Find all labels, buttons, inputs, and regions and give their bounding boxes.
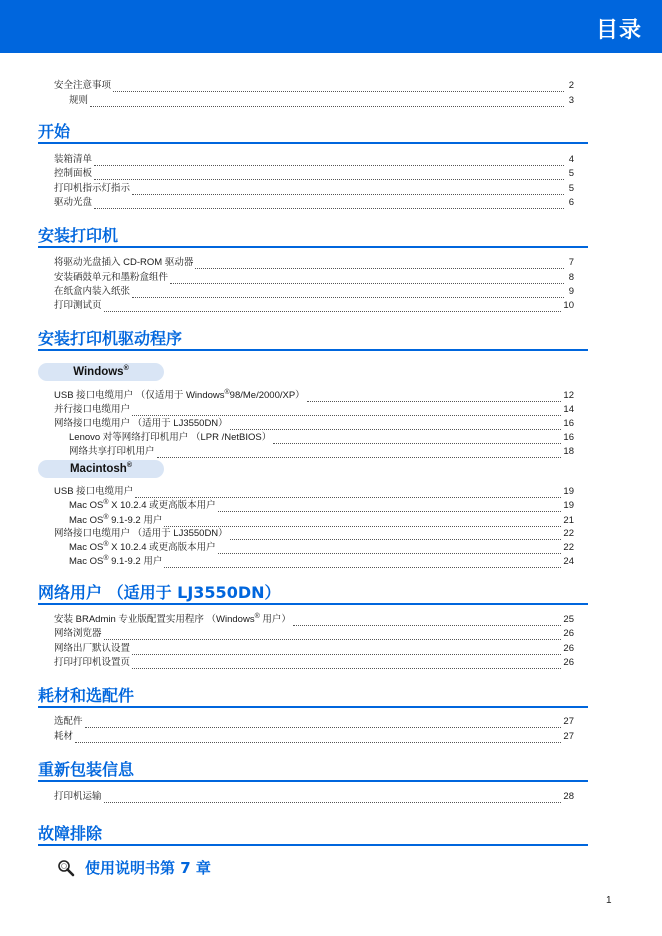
toc-page: 5 bbox=[568, 168, 574, 179]
toc-label: 驱动光盘 bbox=[54, 197, 93, 208]
leader-dots bbox=[135, 488, 561, 498]
toc-label: 网络接口电缆用户 （适用于 LJ3550DN） bbox=[54, 528, 228, 539]
toc-entry[interactable] bbox=[54, 286, 574, 298]
header-bar bbox=[0, 0, 662, 53]
toc-page: 22 bbox=[563, 542, 574, 553]
leader-dots bbox=[218, 502, 562, 512]
toc-label: 耗材 bbox=[54, 731, 74, 742]
section-heading-supplies: 耗材和选配件 bbox=[38, 686, 588, 708]
toc-label: 控制面板 bbox=[54, 168, 93, 179]
page-title: 目录 bbox=[595, 18, 642, 43]
section-heading-install: 安装打印机 bbox=[38, 226, 588, 248]
toc-entry[interactable] bbox=[69, 95, 574, 107]
toc-entry[interactable] bbox=[54, 390, 574, 402]
toc-page: 21 bbox=[563, 515, 574, 526]
toc-entry[interactable] bbox=[54, 791, 574, 803]
toc-label: 打印机运输 bbox=[54, 791, 102, 802]
toc-label: 在纸盒内装入纸张 bbox=[54, 286, 131, 297]
leader-dots bbox=[90, 97, 564, 107]
registered-mark: ® bbox=[103, 498, 109, 506]
toc-label: USB 接口电缆用户 bbox=[54, 486, 134, 497]
leader-dots bbox=[218, 544, 562, 554]
leader-dots bbox=[132, 659, 561, 669]
leader-dots bbox=[104, 302, 562, 312]
toc-label: 网络出厂默认设置 bbox=[54, 643, 131, 654]
toc-entry[interactable] bbox=[54, 418, 574, 430]
magnifier-icon bbox=[57, 859, 75, 877]
leader-dots bbox=[104, 793, 562, 803]
toc-label bbox=[69, 556, 162, 568]
toc-entry[interactable] bbox=[54, 614, 574, 626]
leader-dots bbox=[132, 185, 564, 195]
leader-dots bbox=[170, 274, 564, 284]
toc-entry[interactable] bbox=[54, 168, 574, 180]
toc-entry[interactable] bbox=[54, 657, 574, 669]
leader-dots bbox=[230, 420, 562, 430]
section-heading-driver: 安装打印机驱动程序 bbox=[38, 329, 588, 351]
registered-mark: ® bbox=[103, 513, 109, 521]
toc-entry[interactable] bbox=[54, 80, 574, 92]
leader-dots bbox=[132, 406, 561, 416]
leader-dots bbox=[157, 448, 562, 458]
toc-page: 25 bbox=[563, 614, 574, 625]
toc-page: 16 bbox=[563, 418, 574, 429]
toc-label bbox=[54, 614, 291, 626]
toc-label-part: Mac OS bbox=[69, 542, 104, 553]
toc-entry[interactable] bbox=[54, 257, 574, 269]
toc-page: 22 bbox=[563, 528, 574, 539]
toc-page: 2 bbox=[568, 80, 574, 91]
toc-page: 12 bbox=[563, 390, 574, 401]
toc-entry[interactable] bbox=[54, 183, 574, 195]
toc-entry[interactable] bbox=[54, 716, 574, 728]
toc-page: 6 bbox=[568, 197, 574, 208]
windows-label: Windows bbox=[73, 366, 124, 378]
toc-label-part: 9.1-9.2 用户 bbox=[108, 515, 163, 526]
leader-dots bbox=[273, 434, 561, 444]
section-heading-network: 网络用户 （适用于 LJ3550DN） bbox=[38, 583, 588, 605]
toc-label: 网络接口电缆用户 （适用于 LJ3550DN） bbox=[54, 418, 228, 429]
registered-mark: ® bbox=[123, 365, 129, 373]
toc-page: 10 bbox=[563, 300, 574, 311]
toc-label bbox=[54, 390, 305, 402]
toc-page: 27 bbox=[563, 731, 574, 742]
toc-label bbox=[69, 515, 162, 527]
leader-dots bbox=[293, 616, 562, 626]
toc-entry[interactable] bbox=[54, 197, 574, 209]
toc-label: 打印测试页 bbox=[54, 300, 102, 311]
toc-page: 24 bbox=[563, 556, 574, 567]
manual-reference-link[interactable] bbox=[57, 857, 211, 878]
toc-page: 26 bbox=[563, 643, 574, 654]
leader-dots bbox=[75, 733, 561, 743]
registered-mark: ® bbox=[126, 462, 133, 470]
section-heading-repack: 重新包装信息 bbox=[38, 760, 588, 782]
toc-label: 打印机指示灯指示 bbox=[54, 183, 131, 194]
toc-entry[interactable] bbox=[69, 500, 574, 512]
toc-page: 7 bbox=[568, 257, 574, 268]
leader-dots bbox=[195, 259, 564, 269]
toc-label-part: USB 接口电缆用户 （仅适用于 Windows bbox=[54, 390, 225, 401]
toc-label-part: X 10.2.4 或更高版本用户 bbox=[108, 542, 216, 553]
toc-entry[interactable] bbox=[69, 432, 574, 444]
leader-dots bbox=[113, 82, 564, 92]
toc-entry[interactable] bbox=[54, 628, 574, 640]
toc-label bbox=[69, 500, 216, 512]
toc-label: 并行接口电缆用户 bbox=[54, 404, 131, 415]
toc-page: 26 bbox=[563, 628, 574, 639]
macintosh-label: Macintosh bbox=[69, 463, 127, 475]
leader-dots bbox=[85, 718, 562, 728]
toc-page: 4 bbox=[568, 154, 574, 165]
toc-label-part: 9.1-9.2 用户 bbox=[108, 556, 163, 567]
toc-page: 16 bbox=[563, 432, 574, 443]
registered-mark: ® bbox=[224, 388, 230, 396]
toc-entry[interactable] bbox=[54, 486, 574, 498]
toc-label: 装箱清单 bbox=[54, 154, 93, 165]
section-heading-start: 开始 bbox=[38, 122, 588, 144]
leader-dots bbox=[132, 645, 561, 655]
toc-entry[interactable] bbox=[69, 446, 574, 458]
toc-label-part: 用户） bbox=[259, 614, 291, 625]
toc-entry[interactable] bbox=[54, 643, 574, 655]
toc-entry[interactable] bbox=[54, 272, 574, 284]
toc-label: 将驱动光盘插入 CD-ROM 驱动器 bbox=[54, 257, 194, 268]
toc-label: 网络浏览器 bbox=[54, 628, 102, 639]
leader-dots bbox=[94, 199, 564, 209]
page-number: 1 bbox=[606, 895, 612, 906]
registered-mark: ® bbox=[103, 554, 109, 562]
registered-mark: ® bbox=[254, 612, 260, 620]
macintosh-subheading bbox=[38, 460, 164, 478]
toc-page: 5 bbox=[568, 183, 574, 194]
toc-page: 28 bbox=[563, 791, 574, 802]
toc-entry[interactable] bbox=[54, 731, 574, 743]
toc-entry[interactable] bbox=[69, 556, 574, 568]
toc-label: 规则 bbox=[69, 95, 89, 106]
toc-label: 安全注意事项 bbox=[54, 80, 112, 91]
toc-label: 安装硒鼓单元和墨粉盒组件 bbox=[54, 272, 169, 283]
toc-label: 选配件 bbox=[54, 716, 83, 727]
leader-dots bbox=[164, 558, 561, 568]
toc-entry[interactable] bbox=[69, 542, 574, 554]
toc-page: 27 bbox=[563, 716, 574, 727]
leader-dots bbox=[132, 288, 564, 298]
leader-dots bbox=[164, 517, 561, 527]
toc-page: 19 bbox=[563, 500, 574, 511]
leader-dots bbox=[104, 630, 562, 640]
toc-entry[interactable] bbox=[54, 154, 574, 166]
toc-page: 18 bbox=[563, 446, 574, 457]
section-heading-troubleshooting: 故障排除 bbox=[38, 824, 588, 846]
windows-subheading bbox=[38, 363, 164, 381]
toc-label: Lenovo 对等网络打印机用户 （LPR /NetBIOS） bbox=[69, 432, 272, 443]
leader-dots bbox=[94, 156, 564, 166]
toc-entry[interactable] bbox=[54, 528, 574, 540]
toc-label: 网络共享打印机用户 bbox=[69, 446, 155, 457]
toc-page: 8 bbox=[568, 272, 574, 283]
toc-page: 3 bbox=[568, 95, 574, 106]
toc-page: 14 bbox=[563, 404, 574, 415]
toc-entry[interactable] bbox=[54, 404, 574, 416]
toc-label: 打印打印机设置页 bbox=[54, 657, 131, 668]
toc-page: 9 bbox=[568, 286, 574, 297]
toc-page: 19 bbox=[563, 486, 574, 497]
leader-dots bbox=[94, 170, 564, 180]
toc-label bbox=[69, 542, 216, 554]
toc-entry[interactable] bbox=[54, 300, 574, 312]
toc-page: 26 bbox=[563, 657, 574, 668]
toc-label-part: Mac OS bbox=[69, 556, 104, 567]
toc-label-part: X 10.2.4 或更高版本用户 bbox=[108, 500, 216, 511]
toc-label-part: Mac OS bbox=[69, 500, 104, 511]
leader-dots bbox=[307, 392, 562, 402]
registered-mark: ® bbox=[103, 540, 109, 548]
manual-reference-text: 使用说明书第 7 章 bbox=[85, 859, 211, 877]
toc-entry[interactable] bbox=[69, 515, 574, 527]
leader-dots bbox=[230, 530, 562, 540]
toc-label-part: 98/Me/2000/XP） bbox=[229, 390, 305, 401]
toc-label-part: Mac OS bbox=[69, 515, 104, 526]
toc-label-part: 安装 BRAdmin 专业版配置实用程序 （Windows bbox=[54, 614, 255, 625]
